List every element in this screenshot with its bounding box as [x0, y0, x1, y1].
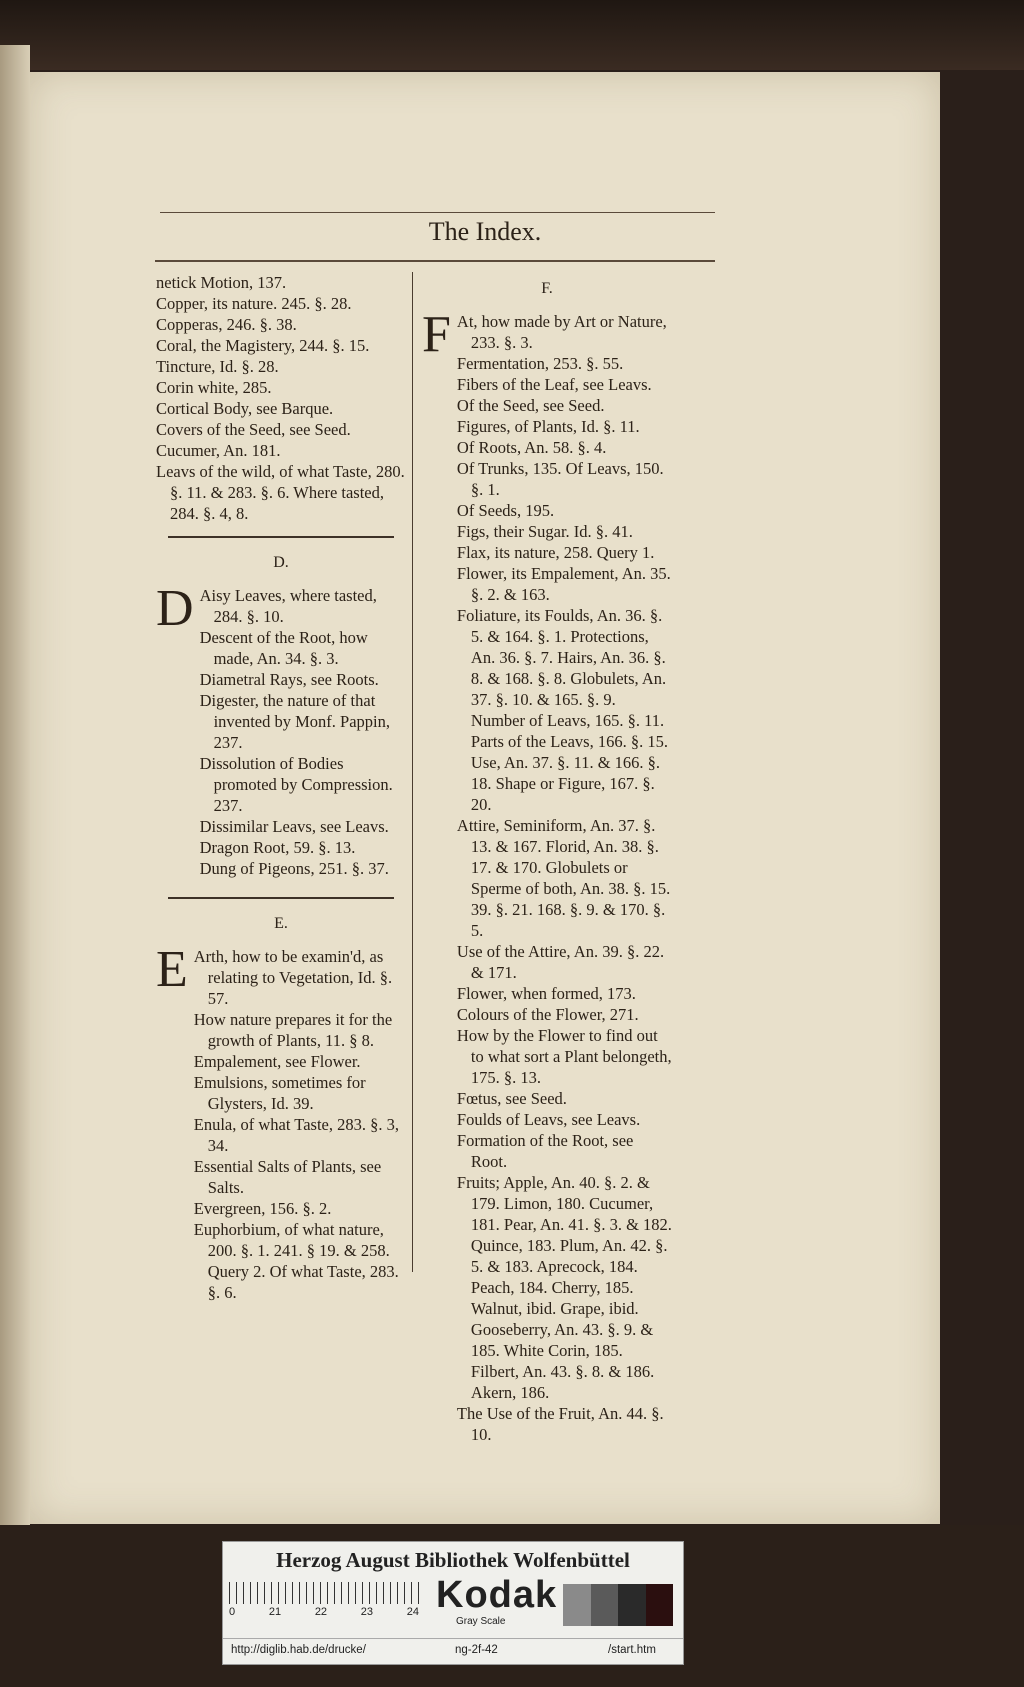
entry-block-d: [156, 580, 406, 879]
gray-swatch: [618, 1584, 646, 1626]
index-entry: Of the Seed, see Seed.: [456, 396, 605, 415]
index-entry: Dissolution of Bodies promoted by Compression. 237.: [199, 754, 393, 815]
index-entry: Use of the Attire, An. 39. §. 22. & 171.: [456, 942, 665, 982]
index-entry: Aisy Leaves, where tasted, 284. §. 10.: [199, 586, 377, 626]
index-entry: Fœtus, see Seed.: [456, 1089, 567, 1108]
index-entry: Digester, the nature of that invented by Monf. Pappin, 237.: [199, 691, 391, 752]
shelfmark: ng-2f-42: [455, 1644, 498, 1656]
ruler-number: 0: [229, 1606, 236, 1618]
start-link: /start.htm: [608, 1644, 656, 1656]
index-entry: Foliature, its Foulds, An. 36. §. 5. & 164. §. 1. Protections, An. 36. §. 7. Hairs, An. 36. §. 8. & 168. §. 8. Globulets, An. 37. §. 10. & 165. §. 9. Number of Leavs, 165. §. 11. Parts of the Leavs, 166. §. 15. Use, An. 37. §. 11. & 166. §. 18. Shape or Figure, 167. §. 20.: [456, 606, 668, 814]
entries-c: [156, 272, 406, 524]
color-target-card: [222, 1541, 684, 1665]
index-entry: Flax, its nature, 258. Query 1.: [456, 543, 655, 562]
index-entry: Flower, when formed, 173.: [456, 984, 636, 1003]
section-divider: [168, 897, 394, 899]
index-entry: Essential Salts of Plants, see Salts.: [193, 1157, 382, 1197]
dropcap-e: E: [156, 941, 188, 998]
index-entry: How by the Flower to find out to what sort a Plant belongeth, 175. §. 13.: [456, 1026, 672, 1087]
index-entry: Flower, its Empalement, An. 35. §. 2. & 163.: [456, 564, 671, 604]
index-entry: Attire, Seminiform, An. 37. §. 13. & 167. Florid, An. 38. §. 17. & 170. Globulets or Sperme of both, An. 38. §. 15. 39. §. 21. 168. §. 9. & 170. §. 5.: [456, 816, 671, 940]
section-heading-d: D.: [273, 554, 289, 571]
index-entry: Dissimilar Leavs, see Leavs.: [199, 817, 389, 836]
index-entry: Copperas, 246. §. 38.: [156, 315, 297, 334]
dropcap-d: D: [156, 580, 194, 637]
entry-block-e: [156, 941, 406, 1303]
index-entry: Covers of the Seed, see Seed.: [156, 420, 351, 439]
index-entry: Tincture, Id. §. 28.: [156, 357, 279, 376]
book-page: [30, 72, 940, 1524]
column-divider: [412, 272, 413, 1272]
index-entry: Dung of Pigeons, 251. §. 37.: [199, 859, 389, 878]
index-entry: Dragon Root, 59. §. 13.: [199, 838, 356, 857]
kodak-logo: Kodak: [436, 1574, 558, 1616]
index-entry: Descent of the Root, how made, An. 34. §. 3.: [199, 628, 368, 668]
index-entry: Coral, the Magistery, 244. §. 15.: [156, 336, 370, 355]
index-entry: Figures, of Plants, Id. §. 11.: [456, 417, 640, 436]
index-entry: Formation of the Root, see Root.: [456, 1131, 634, 1171]
ruler-number: 23: [360, 1606, 374, 1618]
right-column: [422, 272, 672, 1445]
index-entry: Euphorbium, of what nature, 200. §. 1. 241. § 19. & 258. Query 2. Of what Taste, 283. §. 6.: [193, 1220, 399, 1302]
index-entry: How nature prepares it for the growth of Plants, 11. § 8.: [193, 1010, 393, 1050]
page-title: The Index.: [428, 217, 542, 246]
index-entry: Arth, how to be examin'd, as relating to Vegetation, Id. §. 57.: [193, 947, 393, 1008]
section-heading-f: F.: [541, 280, 553, 297]
left-column: [156, 272, 406, 1303]
gray-swatch: [591, 1584, 619, 1626]
gray-swatch: [563, 1584, 591, 1626]
section-heading-e: E.: [274, 915, 288, 932]
header-top-rule: [160, 212, 715, 213]
gray-swatches: [563, 1584, 673, 1626]
index-entry: At, how made by Art or Nature, 233. §. 3.: [456, 312, 667, 352]
index-entry: Enula, of what Taste, 283. §. 3, 34.: [193, 1115, 399, 1155]
ruler-number: 22: [314, 1606, 328, 1618]
section-divider: [168, 536, 394, 538]
dropcap-f: F: [422, 306, 451, 363]
index-entry: Copper, its nature. 245. §. 28.: [156, 294, 352, 313]
index-entry: Cucumer, An. 181.: [156, 441, 281, 460]
ruler-labels: [229, 1606, 419, 1618]
index-entry: Figs, their Sugar. Id. §. 41.: [456, 522, 633, 541]
index-entry: Fermentation, 253. §. 55.: [456, 354, 624, 373]
entries-f: [457, 311, 672, 1445]
index-entry: Foulds of Leavs, see Leavs.: [456, 1110, 641, 1129]
index-entry: Diametral Rays, see Roots.: [199, 670, 379, 689]
index-entry: Colours of the Flower, 271.: [456, 1005, 639, 1024]
index-entry: Corin white, 285.: [156, 378, 272, 397]
entries-e: [194, 946, 406, 1303]
library-name: Herzog August Bibliothek Wolfenbüttel: [276, 1548, 630, 1572]
index-entry: Emulsions, sometimes for Glysters, Id. 39.: [193, 1073, 366, 1113]
scale-ruler: [229, 1582, 419, 1604]
source-url: http://diglib.hab.de/drucke/: [231, 1644, 366, 1656]
facing-page-edge: [0, 45, 30, 1535]
index-entry: Leavs of the wild, of what Taste, 280. §. 11. & 283. §. 6. Where tasted, 284. §. 4, 8.: [156, 462, 405, 523]
entry-block-f: [422, 306, 672, 1445]
index-entry: Of Roots, An. 58. §. 4.: [456, 438, 607, 457]
index-entry: Cortical Body, see Barque.: [156, 399, 334, 418]
index-entry: Of Seeds, 195.: [456, 501, 555, 520]
card-footer: [223, 1638, 683, 1663]
index-entry: Fibers of the Leaf, see Leavs.: [456, 375, 652, 394]
index-entry: Empalement, see Flower.: [193, 1052, 361, 1071]
header-bottom-rule: [155, 260, 715, 262]
index-entry: The Use of the Fruit, An. 44. §. 10.: [456, 1404, 664, 1444]
ruler-number: 21: [268, 1606, 282, 1618]
entries-d: [200, 585, 406, 879]
index-entry: Of Trunks, 135. Of Leavs, 150. §. 1.: [456, 459, 664, 499]
index-entry: Fruits; Apple, An. 40. §. 2. & 179. Limon, 180. Cucumer, 181. Pear, An. 41. §. 3. & 182. Quince, 183. Plum, An. 42. §. 5. & 183. Aprecock, 184. Peach, 184. Cherry, 185. Walnut, ibid. Grape, ibid. Gooseberry, An. 43. §. 9. & 185. White Corin, 185. Filbert, An. 43. §. 8. & 186. Akern, 186.: [456, 1173, 672, 1402]
gray-scale-label: Gray Scale: [456, 1616, 506, 1627]
index-entry: Evergreen, 156. §. 2.: [193, 1199, 332, 1218]
background-top: [0, 0, 1024, 70]
ruler-number: 24: [406, 1606, 419, 1618]
index-entry: netick Motion, 137.: [156, 273, 287, 292]
gray-swatch: [646, 1584, 674, 1626]
